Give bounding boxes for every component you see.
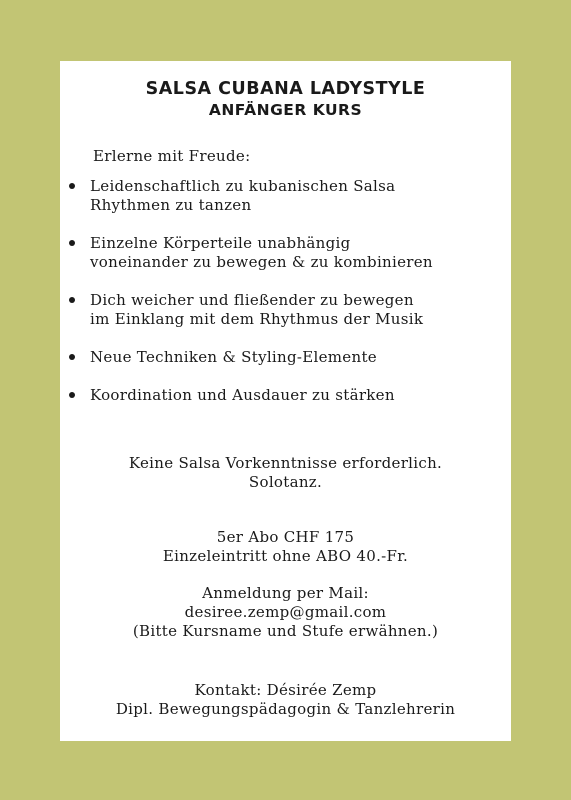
- list-item: [64, 177, 509, 215]
- list-item-text: Dich weicher und fließender zu bewegen im Einklang mit dem Rhythmus der Musik: [90, 291, 424, 328]
- course-title: SALSA CUBANA LADYSTYLE: [145, 79, 426, 99]
- bullet-icon: [69, 240, 75, 246]
- intro-text: Erlerne mit Freude:: [93, 147, 251, 165]
- list-item-text: Koordination und Ausdauer zu stärken: [90, 386, 395, 404]
- list-item: [64, 348, 509, 367]
- registration-note: (Bitte Kursname und Stufe erwähnen.): [132, 622, 439, 640]
- course-level: ANFÄNGER KURS: [208, 101, 363, 119]
- registration-email[interactable]: desiree.zemp@gmail.com: [184, 603, 387, 621]
- bullet-icon: [69, 297, 75, 303]
- registration-block: [60, 584, 511, 641]
- list-item: [64, 386, 509, 405]
- contact-block: [60, 681, 511, 719]
- bullet-icon: [69, 392, 75, 398]
- list-item: [64, 234, 509, 272]
- flyer-card: [60, 61, 511, 741]
- pricing-block: [60, 528, 511, 566]
- list-item: [64, 291, 509, 329]
- dance-type-line: Solotanz.: [248, 473, 323, 491]
- benefits-list: [64, 177, 509, 424]
- abo-price: 5er Abo CHF 175: [216, 528, 355, 546]
- requirements-line: Keine Salsa Vorkenntnisse erforderlich.: [128, 454, 443, 472]
- single-entry-price: Einzeleintritt ohne ABO 40.-Fr.: [162, 547, 409, 565]
- list-item-text: Einzelne Körperteile unabhängig voneinander zu bewegen & zu kombinieren: [90, 234, 433, 271]
- registration-label: Anmeldung per Mail:: [202, 584, 369, 602]
- contact-role: Dipl. Bewegungspädagogin & Tanzlehrerin: [115, 700, 456, 718]
- list-item-text: Leidenschaftlich zu kubanischen Salsa Rhythmen zu tanzen: [90, 177, 396, 214]
- contact-name: Kontakt: Désirée Zemp: [194, 681, 377, 699]
- flyer-title: [60, 79, 511, 121]
- bullet-icon: [69, 183, 75, 189]
- list-item-text: Neue Techniken & Styling-Elemente: [90, 348, 377, 366]
- requirements-block: [60, 454, 511, 492]
- bullet-icon: [69, 354, 75, 360]
